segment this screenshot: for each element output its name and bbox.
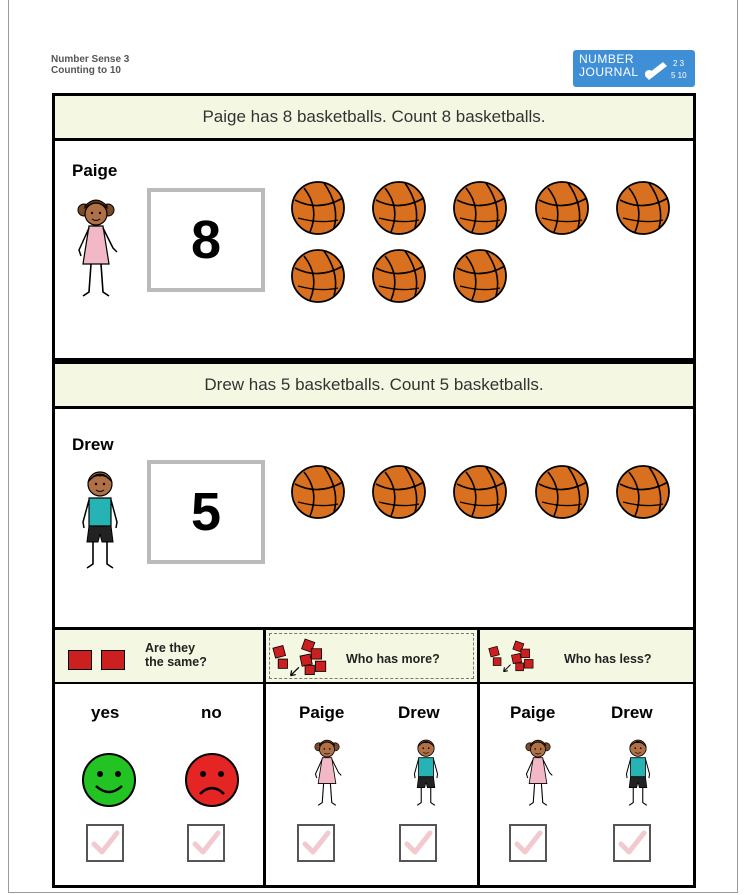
less-question-band (480, 630, 693, 684)
basketball-icon (290, 248, 346, 304)
paige-name: Paige (72, 161, 118, 180)
basketball-icon (290, 464, 346, 520)
check-mark-icon (512, 827, 544, 859)
square-icon (68, 650, 92, 670)
pencil-numbers-icon (641, 56, 689, 82)
less-option-drew: Drew (611, 703, 653, 722)
option-yes-label: yes (91, 703, 120, 722)
checkbox-more-drew[interactable] (399, 824, 437, 862)
option-no-label: no (201, 703, 222, 722)
basketball-icon (452, 180, 508, 236)
paige-figure-icon (71, 192, 121, 302)
basketball-icon (452, 248, 508, 304)
more-option-paige: Paige (299, 703, 345, 722)
same-question (145, 641, 207, 669)
logo-line1: NUMBER (579, 52, 635, 66)
more-panel (266, 630, 480, 885)
happy-face-icon (81, 752, 137, 808)
check-mark-icon (190, 827, 222, 859)
basketball-icon (290, 180, 346, 236)
more-question: Who has more? (346, 652, 440, 666)
comparison-panels (55, 630, 693, 885)
basketball-icon (615, 464, 671, 520)
less-option-paige: Paige (510, 703, 556, 722)
worksheet-header (51, 54, 129, 76)
sad-face-icon (184, 752, 240, 808)
same-question-band (55, 630, 263, 684)
square-icon (101, 650, 125, 670)
basketball-icon (534, 180, 590, 236)
drew-number-box: 5 (147, 460, 265, 564)
girl-icon (310, 734, 344, 810)
same-panel (55, 630, 266, 885)
checkbox-yes[interactable] (86, 824, 124, 862)
same-question-line2: the same? (145, 655, 207, 669)
header-subtitle: Counting to 10 (51, 65, 121, 76)
basketball-icon (615, 180, 671, 236)
check-mark-icon (616, 827, 648, 859)
basketball-icon (371, 248, 427, 304)
same-question-line1: Are they (145, 641, 196, 655)
number-journal-logo (573, 50, 695, 87)
drew-figure-icon (75, 464, 125, 574)
check-mark-icon (89, 827, 121, 859)
checkbox-less-drew[interactable] (613, 824, 651, 862)
drew-sentence-band: Drew has 5 basketballs. Count 5 basketballs. (55, 364, 693, 409)
basketball-icon (371, 464, 427, 520)
basketball-icon (534, 464, 590, 520)
check-mark-icon (300, 827, 332, 859)
checkbox-more-paige[interactable] (297, 824, 335, 862)
svg-text:2 3: 2 3 (673, 59, 685, 68)
check-mark-icon (402, 827, 434, 859)
svg-text:5 10: 5 10 (671, 71, 687, 80)
boy-icon (621, 734, 655, 810)
checkbox-less-paige[interactable] (509, 824, 547, 862)
girl-icon (521, 734, 555, 810)
boy-icon (409, 734, 443, 810)
more-option-drew: Drew (398, 703, 440, 722)
checkbox-no[interactable] (187, 824, 225, 862)
more-question-band (266, 630, 477, 684)
paige-number-box: 8 (147, 188, 265, 292)
header-title: Number Sense 3 (51, 54, 130, 65)
basketball-icon (452, 464, 508, 520)
less-question: Who has less? (564, 652, 652, 666)
cubes-less-icon (488, 636, 540, 676)
cubes-more-icon (272, 636, 334, 678)
less-panel (480, 630, 693, 885)
paige-sentence-band: Paige has 8 basketballs. Count 8 basketballs. (55, 96, 693, 141)
logo-line2: JOURNAL (579, 65, 639, 79)
drew-name: Drew (72, 435, 114, 454)
basketball-icon (371, 180, 427, 236)
